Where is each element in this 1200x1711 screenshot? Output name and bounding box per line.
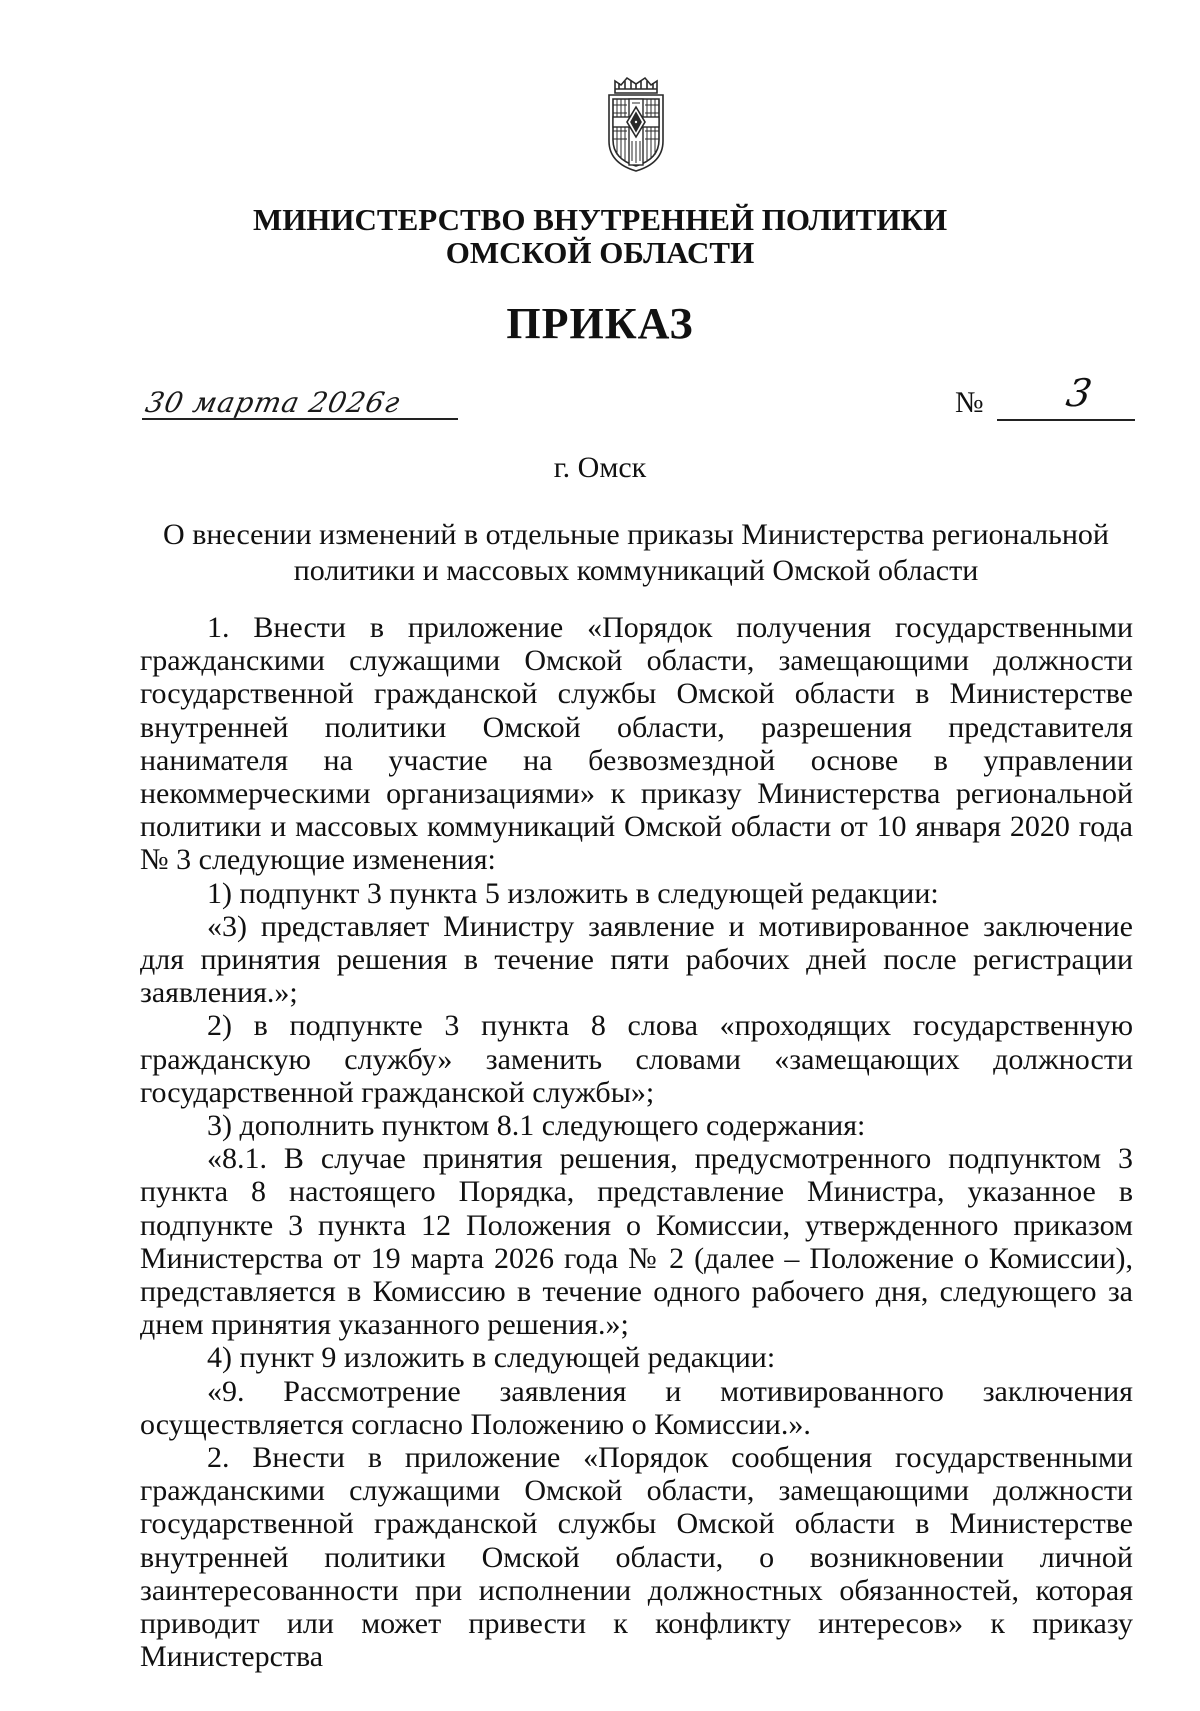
- number-underline: [997, 371, 1135, 421]
- number-sign: №: [955, 386, 984, 419]
- paragraph-1-sub-1-text: «3) представляет Министру заявление и мотивированное заключение для принятия решения в течение пяти рабочих дней после регистрации заявления.»;: [140, 909, 1133, 1010]
- omsk-coat-of-arms-icon: [605, 75, 667, 173]
- paragraph-1-sub-3-text: «8.1. В случае принятия решения, предусмотренного подпунктом 3 пункта 8 настоящего Порядка, представление Министра, указанное в подпункте 3 пункта 12 Положения о Комиссии, утвержденного приказом Министерства от 19 марта 2026 года № 2 (далее – Положение о Комиссии), представляется в Комиссию в течение одного рабочего дня, следующего за днем принятия указанного решения.»;: [140, 1142, 1133, 1342]
- city-name: г. Омск: [553, 451, 647, 484]
- date-field: [142, 384, 458, 420]
- ministry-name-line2: ОМСКОЙ ОБЛАСТИ: [445, 235, 755, 270]
- paragraph-2: 2. Внести в приложение «Порядок сообщения государственными гражданскими служащими Омской области, замещающими должности государственной гражданской службы Омской области в Министерстве внутренней политики Омской области, о возникновении личной заинтересованности при исполнении должностных обязанностей, которая приводит или может привести к конфликту интересов» к приказу Министерства: [140, 1441, 1133, 1674]
- ministry-name: [0, 203, 1200, 269]
- subject-line2: политики и массовых коммуникаций Омской области: [293, 554, 979, 587]
- paragraph-1: 1. Внести в приложение «Порядок получения государственными гражданскими служащими Омской области, замещающими должности государственной гражданской службы Омской области в Министерстве внутренней политики Омской области, разрешения представителя нанимателя на участие на безвозмездной основе в управлении некоммерческими организациями» к приказу Министерства региональной политики и массовых коммуникаций Омской области от 10 января 2020 года № 3 следующие изменения:: [140, 611, 1133, 877]
- document-body: [140, 611, 1133, 1674]
- document-type-title: ПРИКАЗ: [506, 299, 694, 348]
- paragraph-1-sub-4-text: «9. Рассмотрение заявления и мотивированного заключения осуществляется согласно Положению о Комиссии.».: [140, 1374, 1133, 1441]
- handwritten-date: 30 марта 2026г: [142, 386, 404, 419]
- document-subject: [140, 517, 1132, 589]
- subject-line1: О внесении изменений в отдельные приказы Министерства региональной: [163, 518, 1109, 551]
- handwritten-number: 3: [1063, 371, 1096, 415]
- paragraph-1-sub-3: 3) дополнить пунктом 8.1 следующего содержания:: [207, 1109, 866, 1143]
- paragraph-1-sub-1: 1) подпункт 3 пункта 5 изложить в следующей редакции:: [207, 876, 939, 910]
- paragraph-1-sub-4: 4) пункт 9 изложить в следующей редакции:: [207, 1341, 776, 1375]
- paragraph-1-sub-2: 2) в подпункте 3 пункта 8 слова «проходящих государственную гражданскую службу» заменить словами «замещающих должности государственной гражданской службы»;: [140, 1009, 1133, 1109]
- ministry-name-line1: МИНИСТЕРСТВО ВНУТРЕННЕЙ ПОЛИТИКИ: [252, 202, 948, 237]
- document-number-field: [955, 371, 1135, 421]
